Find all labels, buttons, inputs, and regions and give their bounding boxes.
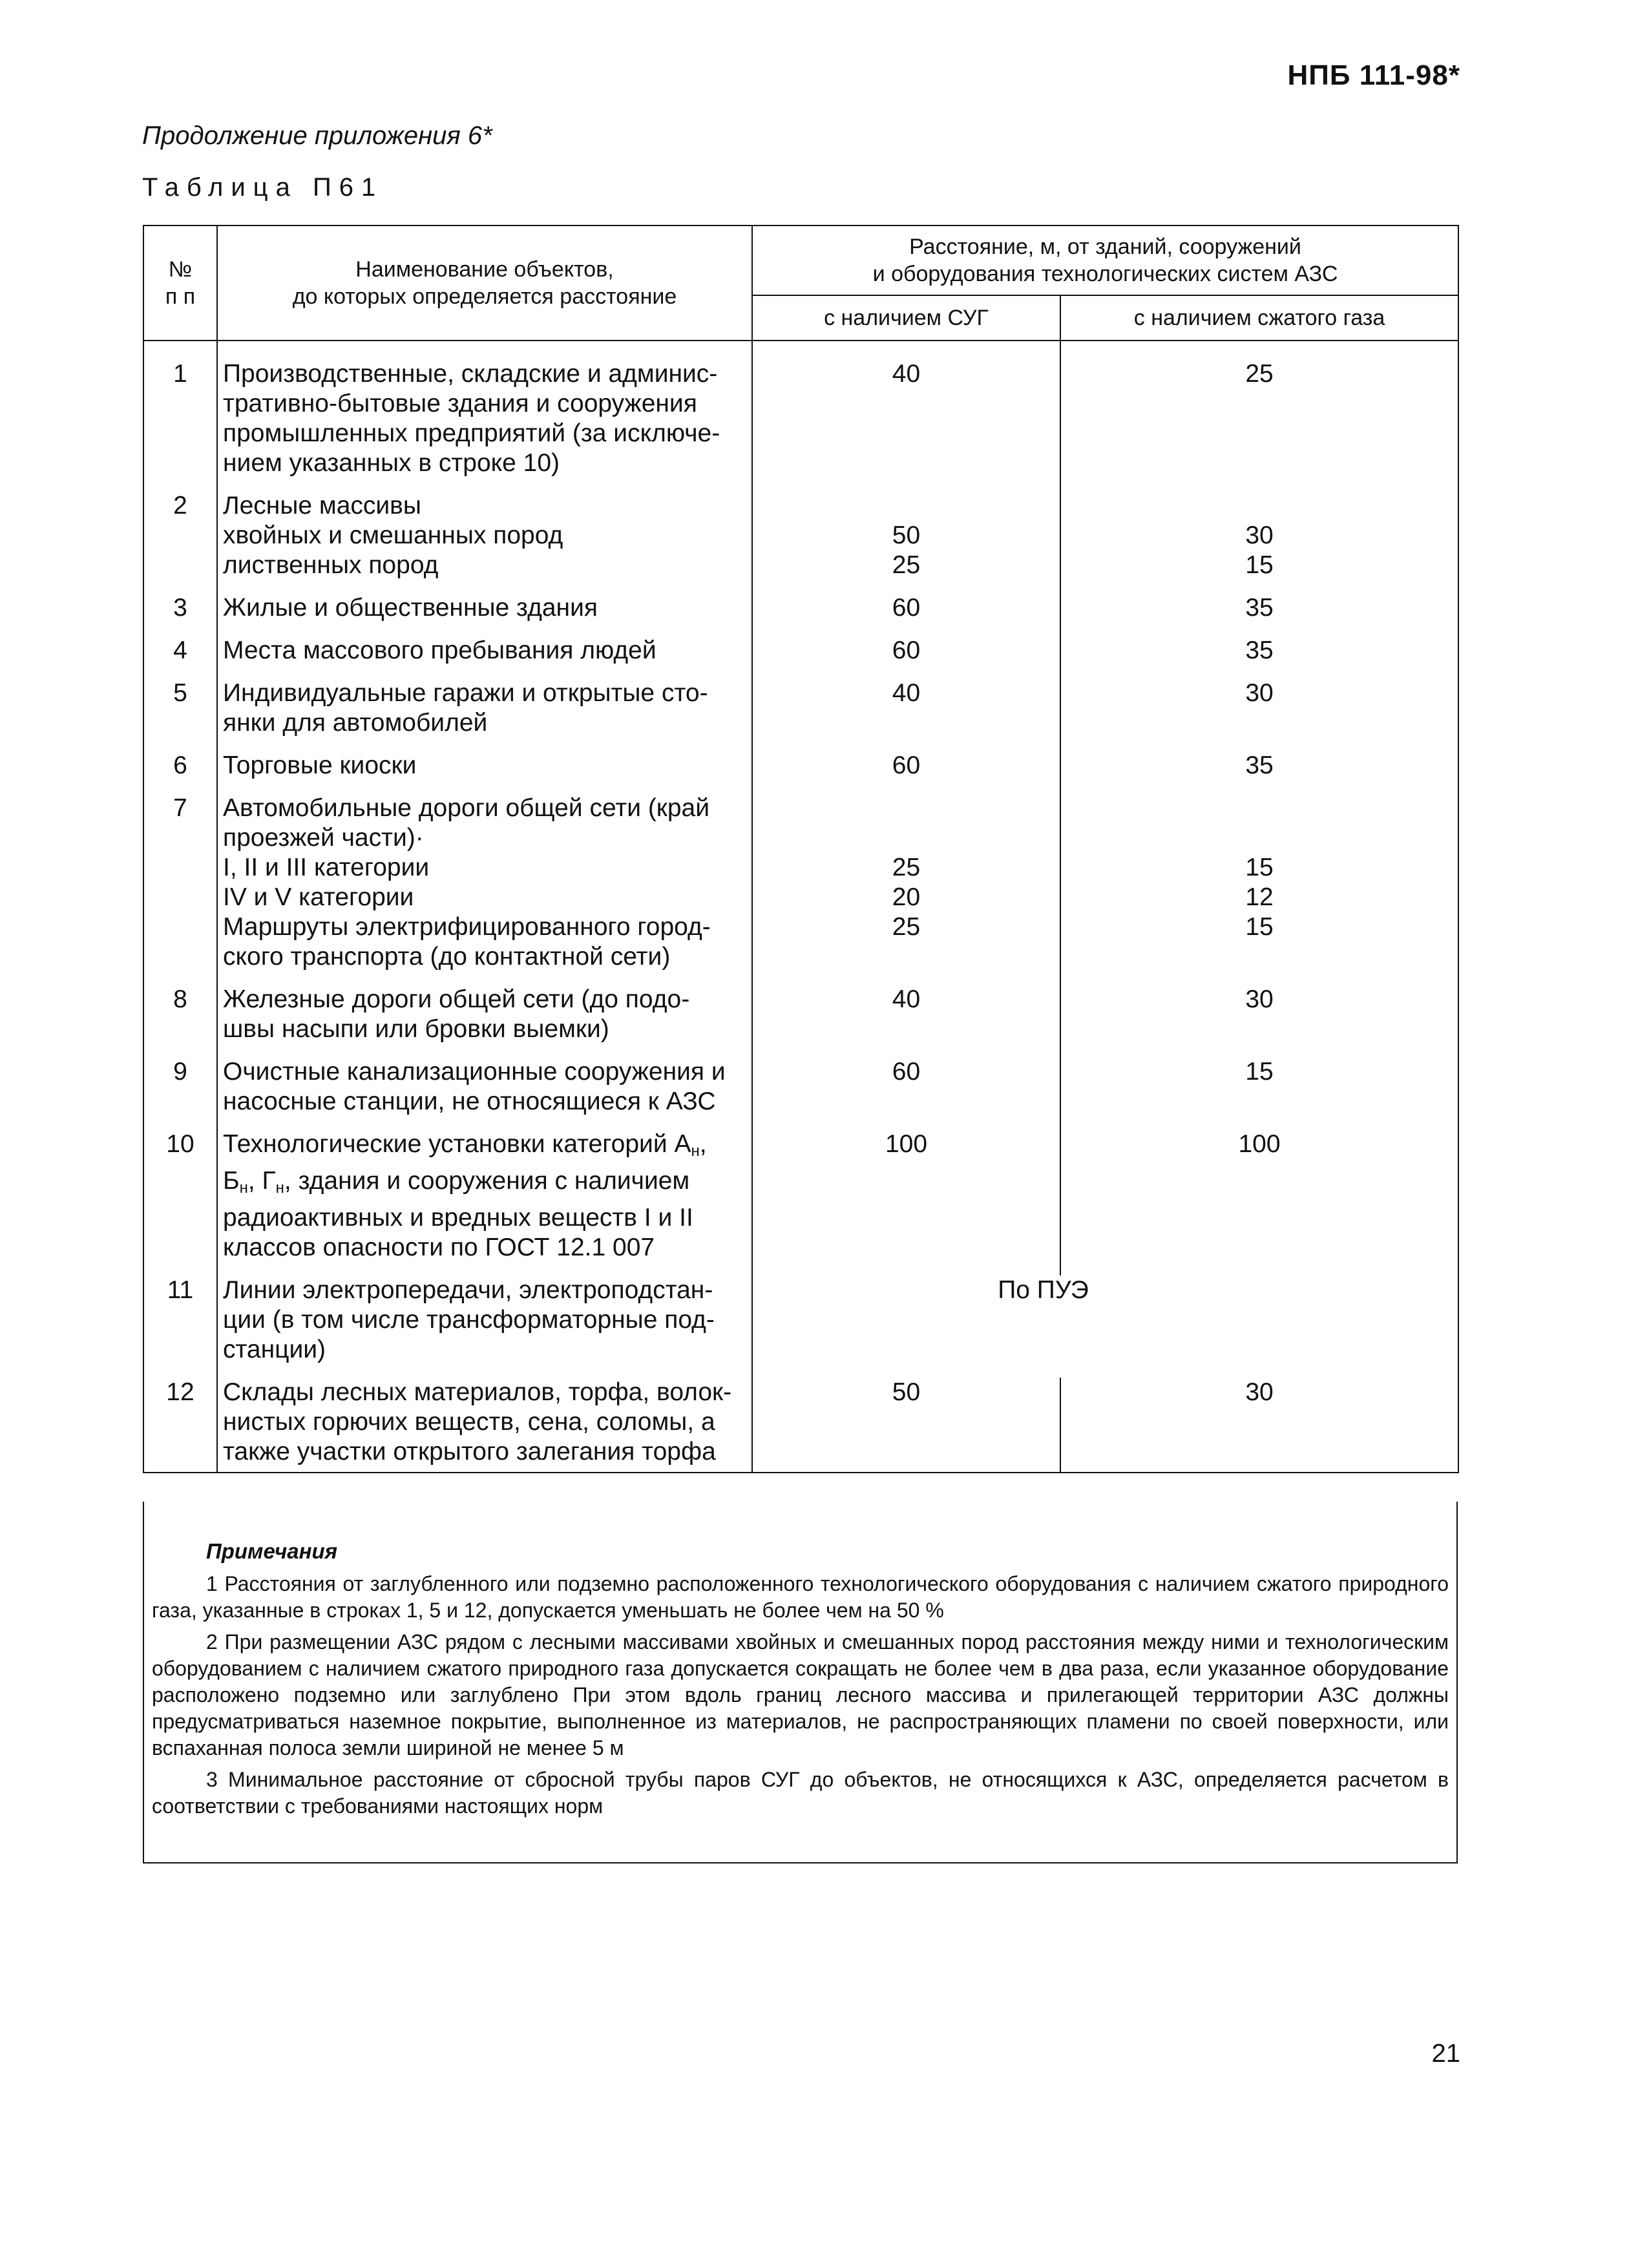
cng-value-line <box>1066 793 1453 823</box>
table-header <box>143 226 1458 341</box>
row-number: 4 <box>143 636 217 678</box>
cng-value-line: 30 <box>1245 985 1274 1013</box>
row-number: 12 <box>143 1378 217 1473</box>
row-cng-value <box>1060 636 1458 678</box>
object-name-line: насосные станции, не относящиеся к АЗС <box>223 1087 716 1115</box>
table-row <box>143 678 1458 751</box>
cng-value-line: 15 <box>1245 854 1274 881</box>
object-name-line: хвойных и смешанных пород <box>223 521 563 549</box>
subscript-text: н <box>691 1142 700 1160</box>
col-header-name-line1: Наименование объектов, <box>355 257 614 282</box>
row-number: 9 <box>143 1057 217 1129</box>
row-merged-value <box>752 1276 1458 1378</box>
row-cng-value <box>1060 678 1458 751</box>
lpg-value-line <box>758 823 1055 853</box>
row-cng-value <box>1060 985 1458 1057</box>
cng-value-line: 30 <box>1245 521 1274 549</box>
merged-value-text: По ПУЭ <box>998 1276 1089 1304</box>
cng-value-line: 35 <box>1245 751 1274 779</box>
cng-value-line: 25 <box>1245 360 1274 388</box>
lpg-value-line: 25 <box>892 913 921 941</box>
object-name-line: Линии электропередачи, электроподстан- <box>223 1276 713 1304</box>
col-header-cng: с наличием сжатого газа <box>1060 295 1458 341</box>
row-object-name <box>217 793 752 985</box>
col-header-lpg: с наличием СУГ <box>752 295 1060 341</box>
note-3: 3 Минимальное расстояние от сбросной трубы паров СУГ до объектов, не относящихся к АЗС, определяется расчетом в соответствии с требованиями настоящих норм <box>152 1768 1449 1818</box>
row-lpg-value <box>752 793 1060 985</box>
table-row <box>143 1129 1458 1276</box>
row-object-name <box>217 678 752 751</box>
row-lpg-value <box>752 341 1060 491</box>
object-name-line: проезжей части)· <box>223 824 424 852</box>
table-row <box>143 1276 1458 1378</box>
row-number: 3 <box>143 593 217 636</box>
object-name-line <box>223 1166 746 1203</box>
note-2: 2 При размещении АЗС рядом с лесными массивами хвойных и смешанных пород расстояния между ними и технологическим оборудованием с наличием сжатого природного газа допускается сокращать не более чем в два раза, если указанное оборудование расположено подземно или заглублено При этом вдоль границ лесного массива и прилегающей территории АЗС должны предусматриваться наземное покрытие, выполненное из материалов, не распространяющих пламени по своей поверхности, или вспаханная полоса земли шириной не менее 5 м <box>152 1630 1449 1759</box>
object-name-line: Лесные массивы <box>223 492 421 520</box>
lpg-value-line: 25 <box>892 854 921 881</box>
document-code: НПБ 111-98* <box>1287 59 1460 91</box>
lpg-value-line: 60 <box>892 594 921 622</box>
row-object-name <box>217 491 752 593</box>
row-number: 7 <box>143 793 217 985</box>
lpg-value-line <box>758 793 1055 823</box>
row-cng-value <box>1060 491 1458 593</box>
row-cng-value <box>1060 1378 1458 1473</box>
object-name-line: тративно-бытовые здания и сооружения <box>223 390 697 417</box>
row-cng-value <box>1060 1057 1458 1129</box>
cng-value-line <box>1066 823 1453 853</box>
row-cng-value <box>1060 751 1458 793</box>
object-name-line: радиоактивных и вредных веществ I и II <box>223 1204 693 1232</box>
col-header-distance <box>752 226 1458 295</box>
object-name-line: ского транспорта (до контактной сети) <box>223 943 671 971</box>
row-lpg-value <box>752 593 1060 636</box>
table-row <box>143 1378 1458 1473</box>
row-lpg-value <box>752 1378 1060 1473</box>
col-header-number <box>143 226 217 341</box>
row-number: 8 <box>143 985 217 1057</box>
col-header-distance-line2: и оборудования технологических систем АЗС <box>872 262 1338 286</box>
col-header-object-name <box>217 226 752 341</box>
row-lpg-value <box>752 1129 1060 1276</box>
table-row <box>143 1057 1458 1129</box>
distance-table <box>143 225 1459 1473</box>
row-lpg-value <box>752 491 1060 593</box>
name-text: , Г <box>247 1167 276 1195</box>
row-object-name <box>217 341 752 491</box>
object-name-line: также участки открытого залегания торфа <box>223 1438 716 1465</box>
cng-value-line: 35 <box>1245 636 1274 664</box>
lpg-value-line: 60 <box>892 751 921 779</box>
lpg-value-line: 40 <box>892 985 921 1013</box>
object-name-line: классов опасности по ГОСТ 12.1 007 <box>223 1234 655 1261</box>
notes-title: Примечания <box>206 1539 338 1563</box>
continuation-caption: Продолжение приложения 6* <box>142 121 492 150</box>
row-object-name <box>217 1378 752 1473</box>
object-name-line: I, II и III категории <box>223 854 430 881</box>
object-name-line: Жилые и общественные здания <box>223 594 598 622</box>
object-name-line: Торговые киоски <box>223 751 417 779</box>
cng-value-line: 35 <box>1245 594 1274 622</box>
table-row <box>143 593 1458 636</box>
object-name-line: IV и V категории <box>223 883 414 911</box>
row-number: 5 <box>143 678 217 751</box>
col-header-name-line2: до которых определяется расстояние <box>292 284 677 309</box>
row-cng-value <box>1060 341 1458 491</box>
col-header-number-line1: № <box>168 257 193 282</box>
row-cng-value <box>1060 793 1458 985</box>
row-number: 1 <box>143 341 217 491</box>
object-name-line: Железные дороги общей сети (до подо- <box>223 985 690 1013</box>
table-row <box>143 751 1458 793</box>
row-lpg-value <box>752 678 1060 751</box>
name-text: Технологические установки категорий А <box>223 1130 691 1158</box>
object-name-line: Маршруты электрифицированного город- <box>223 913 711 941</box>
lpg-value-line <box>758 491 1055 521</box>
row-object-name <box>217 985 752 1057</box>
table-row <box>143 793 1458 985</box>
object-name-line: станции) <box>223 1336 326 1363</box>
object-name-line <box>223 1129 746 1166</box>
lpg-value-line: 60 <box>892 1058 921 1086</box>
row-object-name <box>217 1276 752 1378</box>
lpg-value-line: 20 <box>892 883 921 911</box>
row-lpg-value <box>752 1057 1060 1129</box>
row-object-name <box>217 593 752 636</box>
cng-value-line: 30 <box>1245 1378 1274 1406</box>
object-name-line: Автомобильные дороги общей сети (край <box>223 794 710 822</box>
table-row <box>143 985 1458 1057</box>
lpg-value-line: 50 <box>892 521 921 549</box>
cng-value-line: 15 <box>1245 913 1274 941</box>
table-body <box>143 341 1458 1473</box>
object-name-line: Очистные канализационные сооружения и <box>223 1058 726 1086</box>
col-header-number-line2: п п <box>165 284 196 309</box>
object-name-line: ции (в том числе трансформаторные под- <box>223 1306 715 1334</box>
object-name-line: Индивидуальные гаражи и открытые сто- <box>223 679 708 707</box>
row-cng-value <box>1060 593 1458 636</box>
table-row <box>143 491 1458 593</box>
object-name-line: янки для автомобилей <box>223 709 488 737</box>
lpg-value-line: 40 <box>892 360 921 388</box>
table-row <box>143 636 1458 678</box>
cng-value-line: 30 <box>1245 679 1274 707</box>
object-name-line: Склады лесных материалов, торфа, волок- <box>223 1378 732 1406</box>
notes-section <box>143 1502 1458 1864</box>
page-number: 21 <box>1431 2039 1460 2068</box>
row-object-name <box>217 1057 752 1129</box>
row-number: 11 <box>143 1276 217 1378</box>
cng-value-line: 100 <box>1238 1130 1281 1158</box>
row-object-name <box>217 636 752 678</box>
row-lpg-value <box>752 636 1060 678</box>
lpg-value-line: 40 <box>892 679 921 707</box>
note-1: 1 Расстояния от заглубленного или подземно расположенного технологического оборудования с наличием сжатого природного газа, указанные в строках 1, 5 и 12, допускается уменьшать не более чем на 50 % <box>152 1572 1449 1622</box>
col-header-distance-line1: Расстояние, м, от зданий, сооружений <box>909 234 1301 259</box>
lpg-value-line: 50 <box>892 1378 921 1406</box>
cng-value-line: 12 <box>1245 883 1274 911</box>
object-name-line: Производственные, складские и админис- <box>223 360 718 388</box>
object-name-line: Места массового пребывания людей <box>223 636 656 664</box>
row-number: 10 <box>143 1129 217 1276</box>
cng-value-line <box>1066 491 1453 521</box>
row-object-name <box>217 751 752 793</box>
name-text: , <box>699 1130 707 1158</box>
subscript-text: н <box>239 1179 248 1197</box>
row-cng-value <box>1060 1129 1458 1276</box>
object-name-line: промышленных предприятий (за исключе- <box>223 419 720 447</box>
row-lpg-value <box>752 751 1060 793</box>
row-object-name <box>217 1129 752 1276</box>
cng-value-line: 15 <box>1245 1058 1274 1086</box>
lpg-value-line: 25 <box>892 551 921 579</box>
object-name-line: нием указанных в строке 10) <box>223 449 560 477</box>
object-name-line: лиственных пород <box>223 551 439 579</box>
table-caption: Таблица П61 <box>142 173 384 202</box>
name-text: , здания и сооружения с наличием <box>284 1167 690 1195</box>
subscript-text: н <box>275 1179 284 1197</box>
object-name-line: швы насыпи или бровки выемки) <box>223 1015 609 1043</box>
row-number: 2 <box>143 491 217 593</box>
table-row <box>143 341 1458 491</box>
row-number: 6 <box>143 751 217 793</box>
lpg-value-line: 100 <box>885 1130 928 1158</box>
name-text: Б <box>223 1167 240 1195</box>
cng-value-line: 15 <box>1245 551 1274 579</box>
lpg-value-line: 60 <box>892 636 921 664</box>
object-name-line: нистых горючих веществ, сена, соломы, а <box>223 1408 715 1436</box>
row-lpg-value <box>752 985 1060 1057</box>
